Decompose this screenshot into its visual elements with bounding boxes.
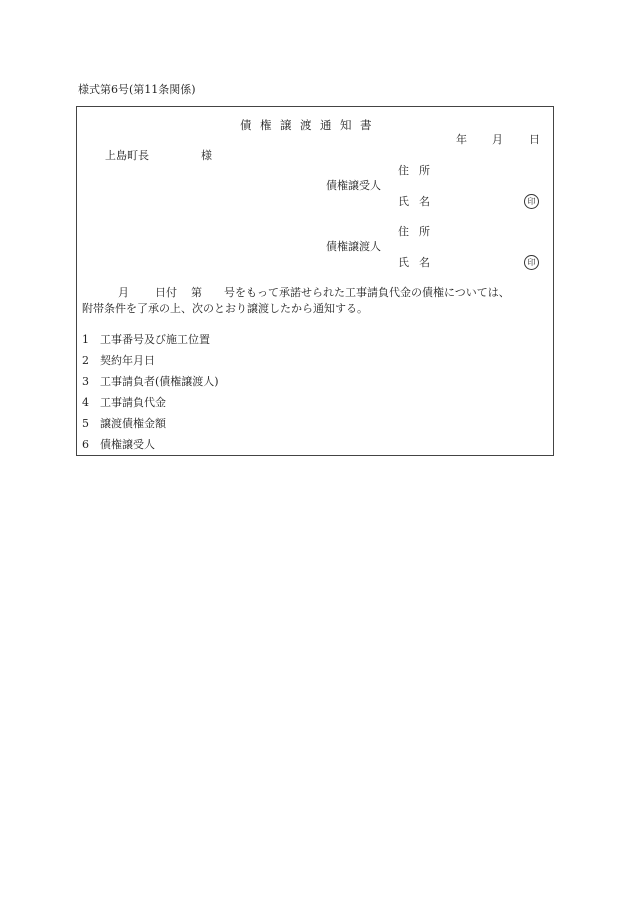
list-item-label: 譲渡債権金額 — [100, 417, 166, 430]
list-item — [82, 354, 155, 368]
list-item — [82, 375, 219, 389]
list-item-number: 2 — [82, 354, 89, 367]
assignor-name-label: 氏名 — [398, 256, 440, 269]
list-item-number: 4 — [82, 396, 89, 409]
list-item-number: 3 — [82, 375, 89, 388]
addressee-honorific: 様 — [201, 149, 212, 162]
list-item — [82, 396, 166, 410]
assignor-address-label: 住所 — [398, 225, 440, 238]
assignor-role-label: 債権譲渡人 — [326, 240, 381, 253]
form-number-label: 様式第6号(第11条関係) — [78, 83, 196, 96]
body-text-line-1 — [82, 286, 510, 300]
assignee-seal-icon: 印 — [524, 194, 539, 209]
document-title: 債権譲渡通知書 — [240, 118, 380, 132]
date-day-label: 日 — [529, 133, 540, 146]
body-number-prefix: 第 — [191, 286, 202, 299]
body-month: 月 — [118, 286, 129, 299]
list-item-label: 工事請負代金 — [100, 396, 166, 409]
list-item-number: 1 — [82, 333, 89, 346]
list-item-label: 工事番号及び施工位置 — [100, 333, 210, 346]
list-item-label: 工事請負者(債権譲渡人) — [100, 375, 219, 388]
list-item — [82, 417, 166, 431]
assignor-seal-icon: 印 — [524, 255, 539, 270]
list-item-number: 5 — [82, 417, 89, 430]
assignee-address-label: 住所 — [398, 164, 440, 177]
addressee-name: 上島町長 — [105, 149, 149, 162]
list-item-label: 契約年月日 — [100, 354, 155, 367]
assignee-name-label: 氏名 — [398, 195, 440, 208]
assignee-role-label: 債権譲受人 — [326, 179, 381, 192]
body-text-line-2: 附帯条件を了承の上、次のとおり譲渡したから通知する。 — [82, 302, 368, 315]
list-item — [82, 333, 210, 347]
body-day-suffix: 日付 — [155, 286, 177, 299]
list-item-label: 債権譲受人 — [100, 438, 155, 451]
list-item-number: 6 — [82, 438, 89, 451]
body-line1-rest: 号をもって承諾せられた工事請負代金の債権については、 — [224, 286, 510, 299]
date-month-label: 月 — [492, 133, 503, 146]
date-year-label: 年 — [456, 133, 467, 146]
list-item — [82, 438, 155, 452]
